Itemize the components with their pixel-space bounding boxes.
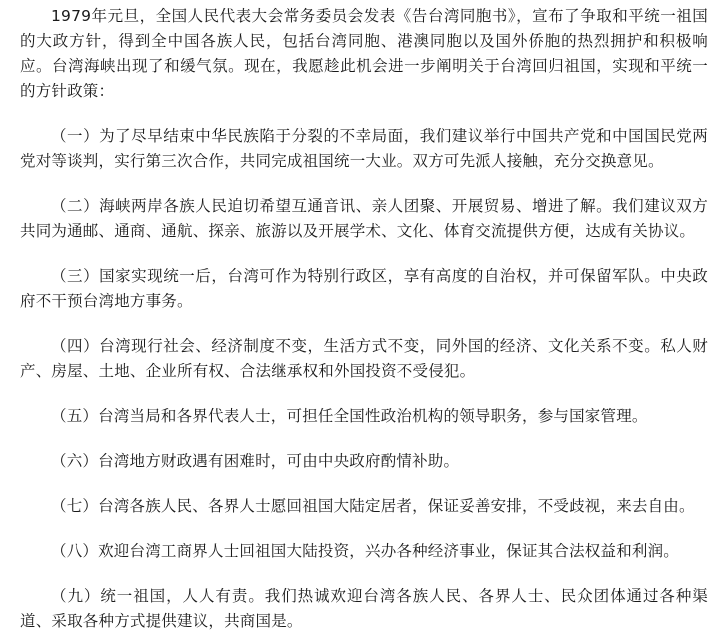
policy-item-6: （六）台湾地方财政遇有困难时，可由中央政府酌情补助。 (51, 452, 460, 470)
policy-item-5: （五）台湾当局和各界代表人士，可担任全国性政治机构的领导职务，参与国家管理。 (51, 407, 648, 425)
policy-item-7: （七）台湾各族人民、各界人士愿回祖国大陆定居者，保证妥善安排，不受歧视，来去自由。 (51, 497, 695, 515)
policy-item-9: （九）统一祖国，人人有责。我们热诚欢迎台湾各族人民、各界人士、民众团体通过各种渠道、采取各种方式提供建议，共商国是。 (20, 587, 708, 630)
policy-item-2: （二）海峡两岸各族人民迫切希望互通音讯、亲人团聚、开展贸易、增进了解。我们建议双方共同为通邮、通商、通航、探亲、旅游以及开展学术、文化、体育交流提供方便，达成有关协议。 (20, 197, 708, 240)
policy-item-8: （八）欢迎台湾工商界人士回祖国大陆投资，兴办各种经济事业，保证其合法权益和利润。 (51, 542, 680, 560)
policy-item-3: （三）国家实现统一后，台湾可作为特别行政区，享有高度的自治权，并可保留军队。中央政府不干预台湾地方事务。 (20, 267, 708, 310)
intro-paragraph: 1979年元旦，全国人民代表大会常务委员会发表《告台湾同胞书》，宣布了争取和平统一祖国的大政方针，得到全中国各族人民，包括台湾同胞、港澳同胞以及国外侨胞的热烈拥护和积极响应。台湾海峡出现了和缓气氛。现在，我愿趁此机会进一步阐明关于台湾回归祖国，实现和平统一的方针政策： (20, 7, 708, 100)
policy-item-1: （一）为了尽早结束中华民族陷于分裂的不幸局面，我们建议举行中国共产党和中国国民党两党对等谈判，实行第三次合作，共同完成祖国统一大业。双方可先派人接触，充分交换意见。 (20, 127, 708, 170)
policy-item-4: （四）台湾现行社会、经济制度不变，生活方式不变，同外国的经济、文化关系不变。私人财产、房屋、土地、企业所有权、合法继承权和外国投资不受侵犯。 (20, 337, 708, 380)
